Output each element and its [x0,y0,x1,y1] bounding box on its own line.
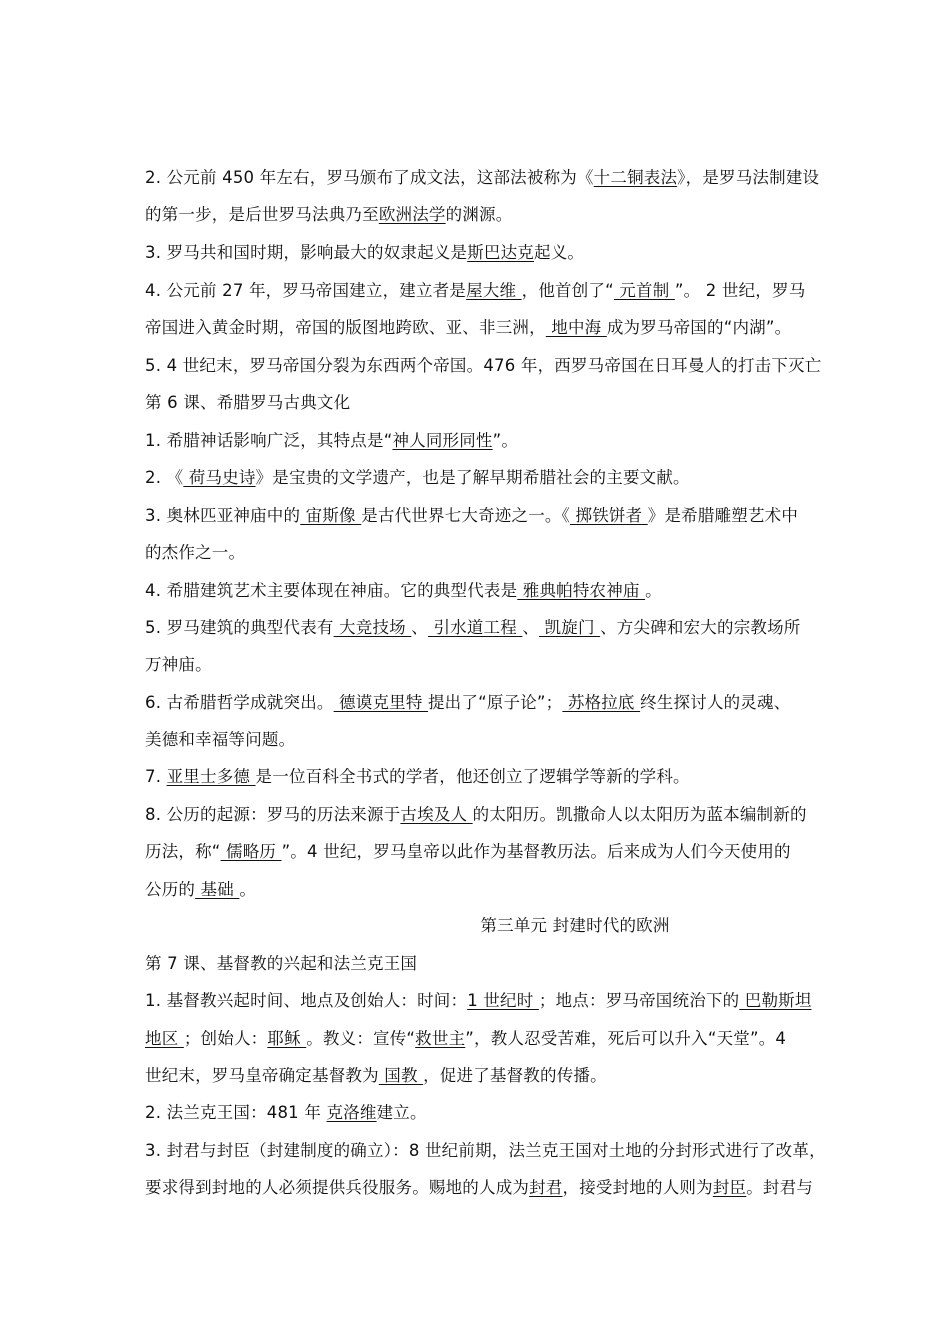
fill-in-answer: 引水道工程 [428,618,523,637]
fill-in-answer: 苏格拉底 [562,693,641,712]
text-segment: 》是宝贵的文学遗产，也是了解早期希腊社会的主要文献。 [255,468,690,487]
text-segment: ，接受封地的人则为 [562,1178,713,1197]
fill-in-answer: 巴勒斯坦 [739,991,812,1010]
fill-in-answer: 地区 [145,1029,184,1048]
text-line [145,990,812,1012]
text-segment: 的渊源。 [445,205,513,224]
fill-in-answer: 封臣 [712,1178,747,1197]
text-line [145,505,798,527]
text-segment: 》，是罗马法制建设 [677,168,820,187]
text-segment: 、 [411,618,428,637]
text-line [145,804,807,826]
text-line [145,729,295,751]
text-segment: 公历的 [145,880,196,899]
text-segment: 1. 希腊神话影响广泛，其特点是“ [145,431,393,450]
text-line [145,1065,607,1087]
fill-in-answer: 耶稣 [267,1029,307,1048]
text-segment: 美德和幸福等问题。 [145,730,296,749]
fill-in-answer: 古埃及人 [400,805,473,824]
fill-in-answer: 荷马史诗 [183,468,256,487]
text-segment: 。教义：宣传“ [306,1029,416,1048]
fill-in-answer: 国教 [378,1066,424,1085]
text-line [145,167,819,189]
fill-in-answer: 基础 [195,880,240,899]
text-segment: 成为罗马帝国的“内湖”。 [606,318,792,337]
text-segment: 第 6 课、希腊罗马古典文化 [145,393,351,412]
text-segment: 历法，称“ [145,842,221,861]
text-segment: ”。 2 世纪，罗马 [674,281,806,300]
fill-in-answer: 神人同形同性 [392,431,493,450]
fill-in-answer: 救世主 [415,1029,466,1048]
text-line [145,280,805,302]
text-segment: ；地点：罗马帝国统治下的 [538,991,740,1010]
text-segment: 6. 古希腊哲学成就突出。 [145,693,334,712]
fill-in-answer: 凯旋门 [539,618,601,637]
text-line [145,692,790,714]
text-segment: ，促进了基督教的传播。 [423,1066,607,1085]
text-segment: 3. 罗马共和国时期，影响最大的奴隶起义是 [145,243,468,262]
fill-in-answer: 地中海 [545,318,607,337]
unit-heading-text [480,915,669,937]
text-line [145,204,512,226]
text-line [145,430,518,452]
fill-in-answer: 斯巴达克 [467,243,534,262]
text-segment: 3. 封君与封臣（封建制度的确立）：8 世纪前期，法兰克王国对土地的分封形式进行了改革， [145,1141,826,1160]
text-segment: 的第一步，是后世罗马法典乃至 [145,205,379,224]
text-segment: 2. 法兰克王国：481 年 [145,1103,327,1122]
text-segment: 。封君与 [746,1178,814,1197]
text-segment: 终生探讨人的灵魂、 [640,693,791,712]
fill-in-answer: 十二铜表法 [593,168,678,187]
text-line [145,392,350,414]
text-segment: 3. 奥林匹亚神庙中的 [145,506,301,525]
text-line [145,953,417,975]
text-segment: 世纪末，罗马皇帝确定基督教为 [145,1066,379,1085]
text-segment: 。 [645,581,662,600]
text-line [145,355,821,377]
text-line [145,766,690,788]
text-line [145,1177,813,1199]
text-segment: 2. 公元前 450 年左右，罗马颁布了成文法，这部法被称为《 [145,168,594,187]
text-line [145,580,662,602]
fill-in-answer: 大竞技场 [333,618,412,637]
text-segment: ”。 [492,431,519,450]
text-segment: 建立。 [376,1103,427,1122]
text-line [145,317,791,339]
text-segment: 1. 基督教兴起时间、地点及创始人：时间： [145,991,468,1010]
fill-in-answer: 掷铁饼者 [570,506,648,525]
unit-heading [0,915,950,937]
text-segment: 帝国进入黄金时期，帝国的版图地跨欧、亚、非三洲， [145,318,546,337]
text-segment: ，他首创了“ [521,281,614,300]
fill-in-answer: 封君 [529,1178,563,1197]
fill-in-answer: 雅典帕特农神庙 [517,581,646,600]
text-segment: 。 [239,880,257,899]
text-line [145,1028,786,1050]
text-segment: 起义。 [534,243,585,262]
text-segment: 是一位百科全书式的学者，他还创立了逻辑学等新的学科。 [255,767,690,786]
text-line [145,654,212,676]
text-segment: 第 7 课、基督教的兴起和法兰克王国 [145,954,418,973]
fill-in-answer: 元首制 [613,281,675,300]
fill-in-answer: 儒略历 [220,842,282,861]
text-segment: 8. 公历的起源：罗马的历法来源于 [145,805,401,824]
text-line [145,879,256,901]
text-segment: 4. 希腊建筑艺术主要体现在神庙。它的典型代表是 [145,581,518,600]
text-segment: 是古代世界七大奇迹之一。《 [361,506,571,525]
text-segment: ”。4 世纪，罗马皇帝以此作为基督教历法。后来成为人们今天使用的 [281,842,791,861]
text-segment: 2. 《 [145,468,184,487]
text-line [145,1102,427,1124]
fill-in-answer: 宙斯像 [300,506,362,525]
text-line [145,542,245,564]
text-line [145,1140,826,1162]
text-segment: 提出了“原子论”； [427,693,563,712]
fill-in-answer: 1 世纪时 [467,991,539,1010]
fill-in-answer: 亚里士多德 [166,767,256,786]
text-segment: 第三单元 封建时代的欧洲 [480,916,670,935]
text-line [145,242,584,264]
fill-in-answer: 屋大维 [466,281,522,300]
text-segment: 5. 罗马建筑的典型代表有 [145,618,334,637]
fill-in-answer: 德谟克里特 [333,693,428,712]
fill-in-answer: 欧洲法学 [378,205,446,224]
text-segment: 的太阳历。凯撒命人以太阳历为蓝本编制新的 [472,805,807,824]
text-segment: 、方尖碑和宏大的宗教场所 [600,618,801,637]
fill-in-answer: 克洛维 [326,1103,377,1122]
text-segment: 要求得到封地的人必须提供兵役服务。赐地的人成为 [145,1178,530,1197]
text-line [145,467,690,489]
text-segment: 7. [145,767,167,786]
text-segment: ；创始人： [183,1029,268,1048]
text-segment: 4. 公元前 27 年，罗马帝国建立，建立者是 [145,281,467,300]
text-line [145,841,791,863]
text-segment: 5. 4 世纪末，罗马帝国分裂为东西两个帝国。476 年，西罗马帝国在日耳曼人的打击下灭亡 [145,356,822,375]
text-line [145,617,801,639]
text-segment: 的杰作之一。 [145,543,246,562]
text-segment: 、 [522,618,540,637]
text-segment: ”，教人忍受苦难，死后可以升入“天堂”。4 [465,1029,787,1048]
text-segment: 万神庙。 [145,655,212,674]
text-segment: 》是希腊雕塑艺术中 [647,506,799,525]
